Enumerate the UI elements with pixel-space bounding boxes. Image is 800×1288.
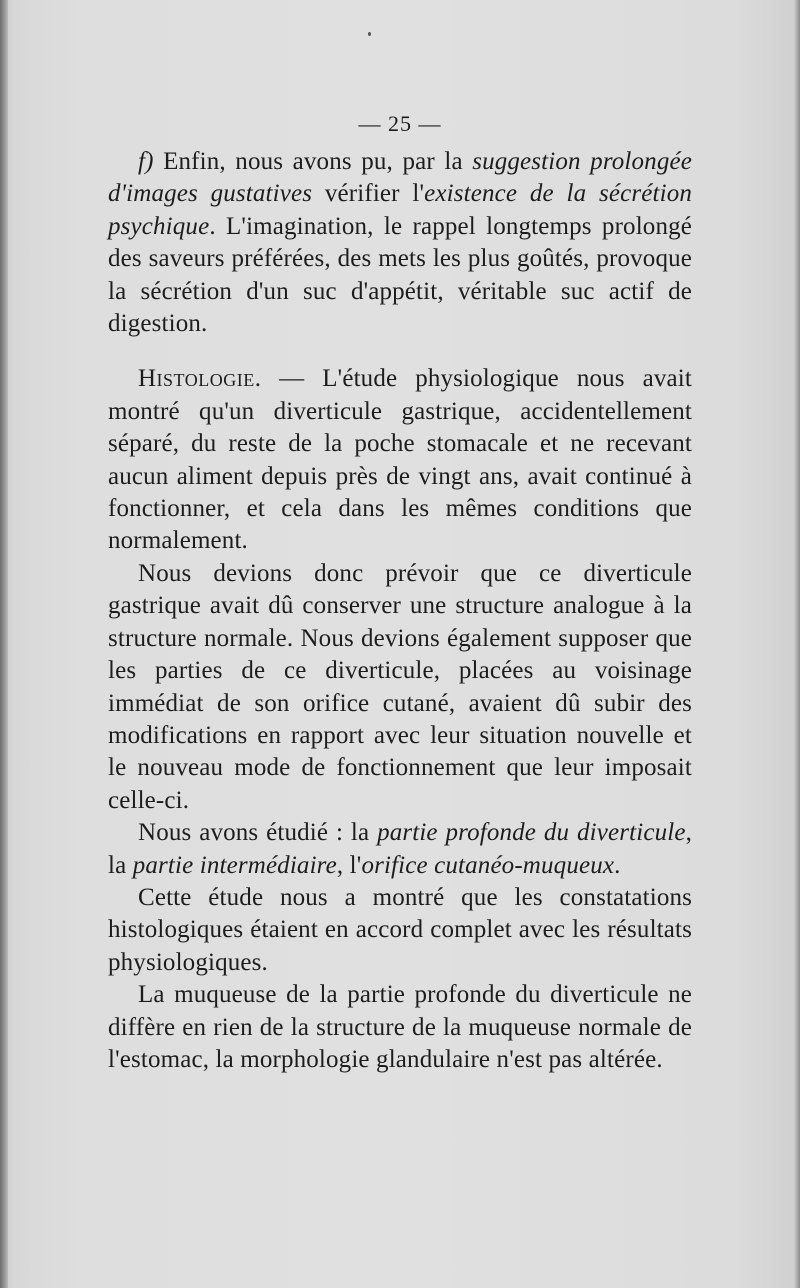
text-run: La muqueuse de la partie profonde du diverticule ne diffère en rien de la structure de la muqueuse normale de l'estomac, la morphologie glandulaire n'est pas altérée. [108, 981, 692, 1073]
text-run: Cette étude nous a montré que les constatations histologiques étaient en accord complet avec les résultats physiologiques. [108, 883, 692, 976]
text-run: Nous devions donc prévoir que ce diverticule gastrique avait dû conserver une structure analogue à la structure normale. Nous devions également supposer que les parties de ce diverticule, placées au voisinage immédiat de son orifice cutané, avaient dû subir des modifications en rapport avec leur situation nouvelle et le nouveau mode de fonctionnement que leur imposait celle-ci. [108, 559, 692, 814]
italic-text: f) [138, 148, 164, 175]
italic-text: partie profonde du diverticule [377, 819, 686, 847]
paragraph-histologie [108, 363, 692, 557]
section-heading: Histologie [138, 365, 255, 393]
text-run: , l' [336, 851, 362, 879]
text-run: . [614, 851, 621, 879]
text-run: vérifier l' [312, 180, 425, 208]
paragraph-etudie [108, 817, 692, 882]
text-run: . — L'étude physiologique nous avait montré qu'un diverticule gastrique, accidentellement séparé, du reste de la poche stomacale et ne recevant aucun aliment depuis près de vingt ans, avait continué à fonctionner, et cela dans les mêmes conditions que normalement. [108, 365, 692, 555]
text-run: . L'imagination, le rappel longtemps prolongé des saveurs préférées, des mets les plus goûtés, provoque la sécrétion d'un suc d'appétit, véritable suc actif de digestion. [108, 212, 692, 338]
text-run: Nous avons étudié : la [138, 819, 378, 847]
italic-text: suggestion prolongée d'images gustatives [108, 148, 692, 208]
paragraph-suggestion [108, 146, 692, 340]
page-text [108, 108, 692, 1076]
text-run: , la [108, 819, 692, 879]
italic-text: orifice cutanéo-muqueux [361, 851, 615, 879]
page-number: — 25 — [358, 111, 442, 136]
paragraph-prevoir [108, 558, 692, 817]
italic-text: existence de la sécrétion psychique [108, 180, 693, 240]
print-speck [368, 32, 371, 36]
paragraph-constatations [108, 882, 692, 979]
italic-text: partie intermédiaire [132, 851, 337, 879]
text-run: Enfin, nous avons pu, par la [163, 148, 473, 175]
paragraph-muqueuse [108, 979, 692, 1076]
